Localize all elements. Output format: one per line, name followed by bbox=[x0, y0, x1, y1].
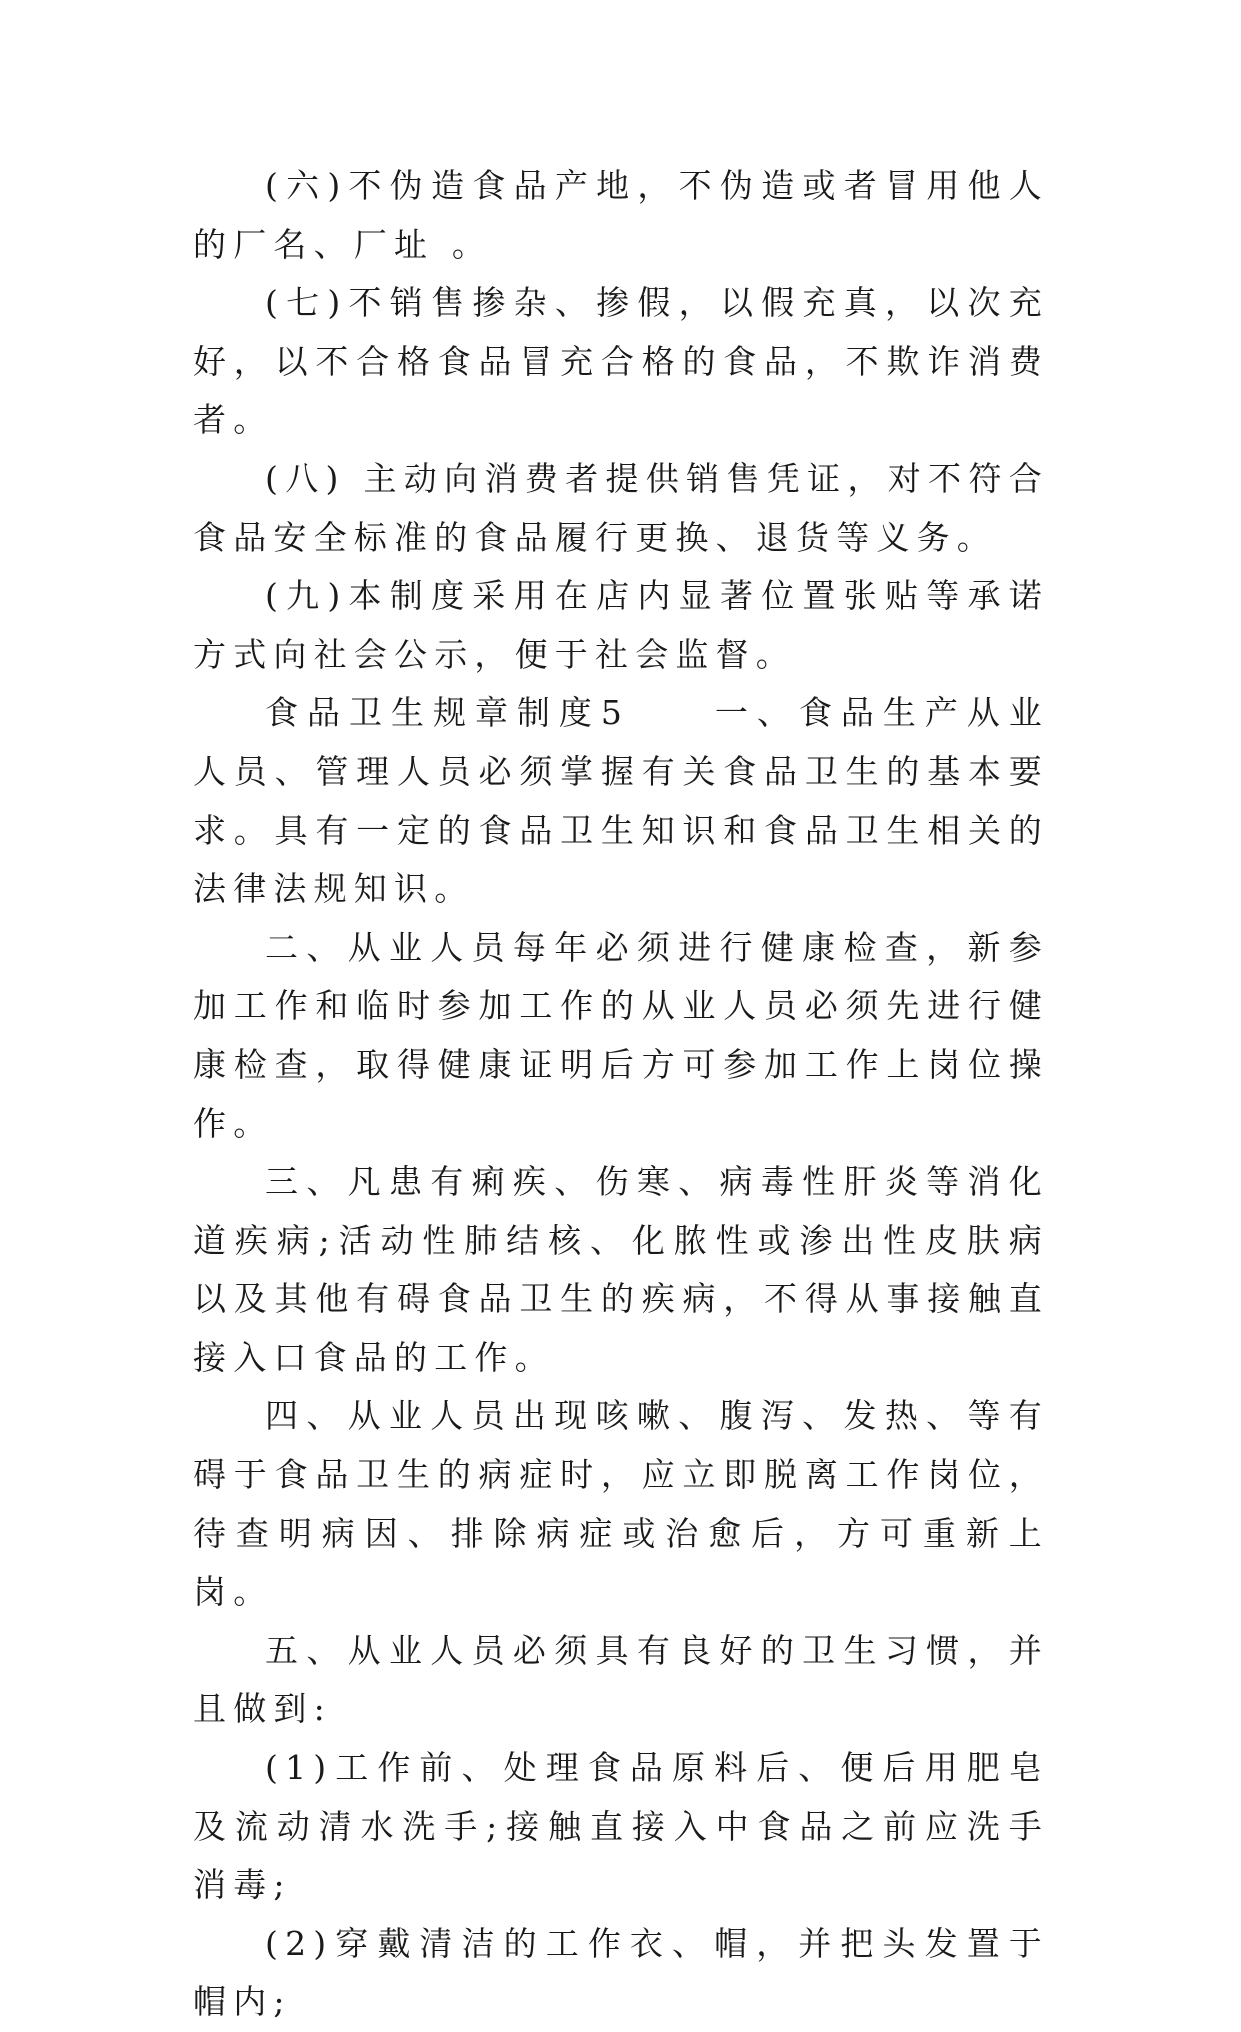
paragraph-rule-2: 二、从业人员每年必须进行健康检查，新参加工作和临时参加工作的从业人员必须先进行健康检查，取得健康证明后方可参加工作上岗位操作。 bbox=[193, 927, 1049, 1143]
paragraph-7: (七)不销售掺杂、掺假，以假充真，以次充好，以不合格食品冒充合格的食品，不欺诈消费者。 bbox=[193, 283, 1049, 440]
paragraph-rule-3: 三、凡患有痢疾、伤寒、病毒性肝炎等消化道疾病;活动性肺结核、化脓性或渗出性皮肤病以及其他有碍食品卫生的疾病，不得从事接触直接入口食品的工作。 bbox=[193, 1162, 1049, 1377]
paragraph-item-1: (1)工作前、处理食品原料后、便后用肥皂及流动清水洗手;接触直接入中食品之前应洗手消毒; bbox=[193, 1748, 1049, 1905]
paragraph-9: (九)本制度采用在店内显著位置张贴等承诺方式向社会公示，便于社会监督。 bbox=[193, 576, 1049, 674]
paragraph-6: (六)不伪造食品产地，不伪造或者冒用他人的厂名、厂址 。 bbox=[193, 166, 1049, 264]
paragraph-rule-5: 五、从业人员必须具有良好的卫生习惯，并且做到: bbox=[193, 1630, 1049, 1729]
paragraph-rule-4: 四、从业人员出现咳嗽、腹泻、发热、等有碍于食品卫生的病症时，应立即脱离工作岗位，待查明病因、排除病症或治愈后，方可重新上岗。 bbox=[193, 1396, 1049, 1612]
section-heading-paragraph: 食品卫生规章制度5 一、食品生产从业人员、管理人员必须掌握有关食品卫生的基本要求。具有一定的食品卫生知识和食品卫生相关的法律法规知识。 bbox=[193, 693, 1049, 909]
paragraph-8: (八) 主动向消费者提供销售凭证，对不符合食品安全标准的食品履行更换、退货等义务。 bbox=[193, 458, 1049, 557]
paragraph-item-2: (2)穿戴清洁的工作衣、帽，并把头发置于帽内; bbox=[193, 1923, 1049, 2022]
document-body bbox=[193, 157, 1049, 2032]
